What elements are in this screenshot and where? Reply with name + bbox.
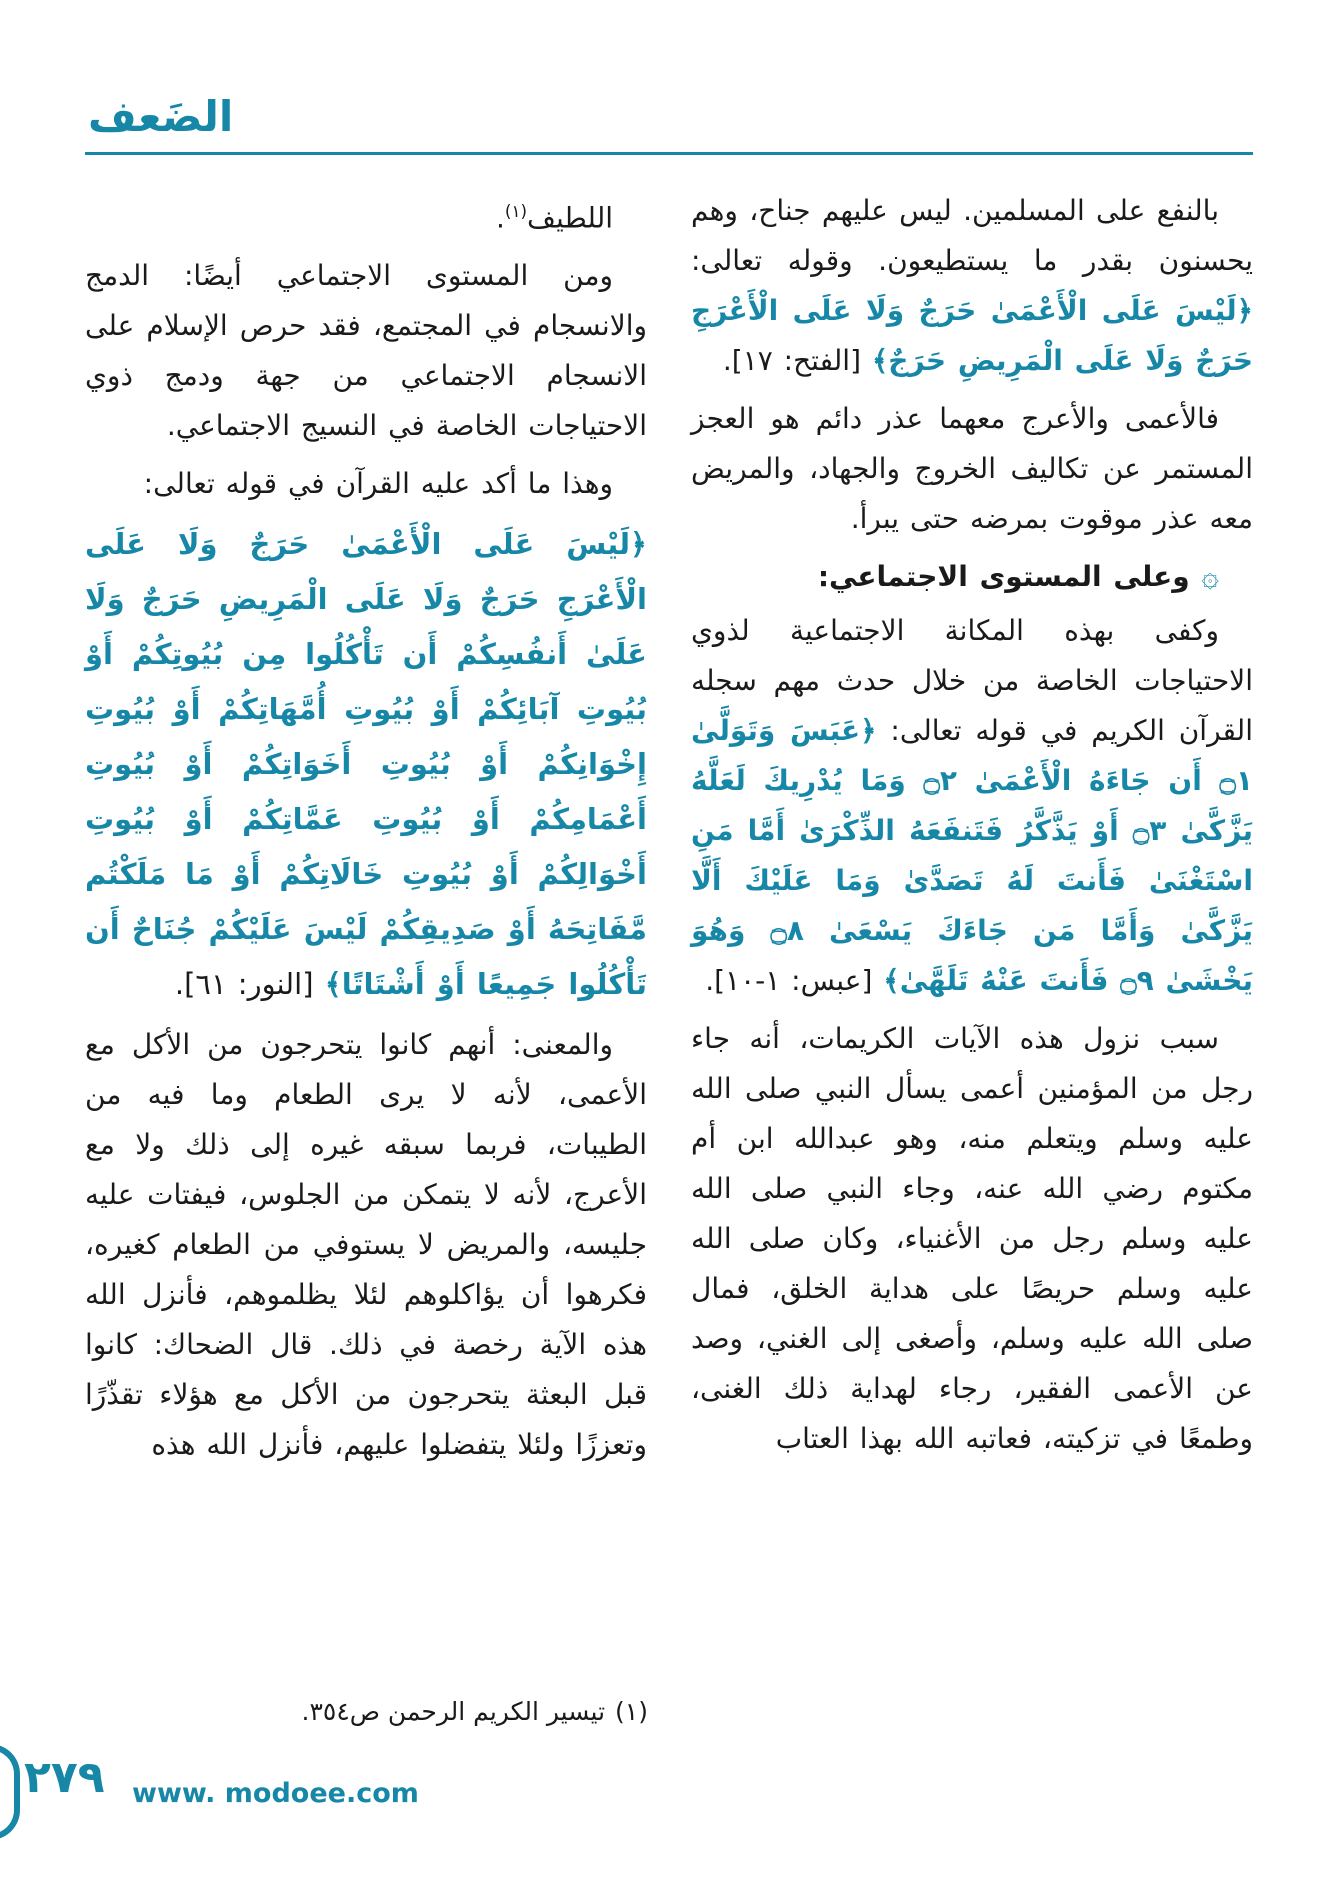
footnote-marker: (١) (615, 1697, 648, 1726)
body-text: وهذا ما أكد عليه القرآن في قوله تعالى: (143, 467, 613, 501)
footnote-text: تيسير الكريم الرحمن ص٣٥٤. (301, 1697, 606, 1726)
verse-reference: [عبس: ١-١٠]. (705, 964, 884, 997)
text-columns (85, 186, 1253, 1478)
verse-reference: [النور: ٦١]. (174, 967, 325, 1002)
section-heading (691, 552, 1253, 602)
website-text: www. modoee.com (132, 1778, 419, 1809)
body-text: سبب نزول هذه الآيات الكريمات، أنه جاء رجل من المؤمنين أعمى يسأل النبي صلى الله عليه وسلم ويتعلم منه، وهو عبدالله ابن أم مكتوم رضي الله عنه، وجاء النبي صلى الله عليه وسلم رجل من الأغنياء، وكان صلى الله عليه وسلم حريصًا على هداية الخلق، فمال صلى الله عليه وسلم، وأصغى إلى الغني، وصد عن الأعمى الفقير، رجاء لهداية ذلك الغنى، وطمعًا في تزكيته، فعاتبه الله بهذا العتاب (691, 1022, 1253, 1455)
quran-verse: ﴿عَبَسَ وَتَوَلَّىٰ ۝١ أَن جَاءَهُ الْأَعْمَىٰ ۝٢ وَمَا يُدْرِيكَ لَعَلَّهُ يَزَّكَّىٰ ۝٣ أَوْ يَذَّكَّرُ فَتَنفَعَهُ الذِّكْرَىٰ أَمَّا مَنِ اسْتَغْنَىٰ فَأَنتَ لَهُ تَصَدَّىٰ وَمَا عَلَيْكَ أَلَّا يَزَّكَّىٰ وَأَمَّا مَن جَاءَكَ يَسْعَىٰ ۝٨ وَهُوَ يَخْشَىٰ ۝٩ فَأَنتَ عَنْهُ تَلَهَّىٰ﴾ (691, 714, 1254, 997)
paragraph (85, 1020, 647, 1470)
body-text: وكفى بهذه المكانة الاجتماعية لذوي الاحتياجات الخاصة من خلال حدث مهم سجله القرآن الكريم في قوله تعالى: (691, 614, 1253, 747)
body-text: والمعنى: أنهم كانوا يتحرجون من الأكل مع الأعمى، لأنه لا يرى الطعام وما فيه من الطيبات، فربما سبقه غيره إلى ذلك ولا مع الأعرج، لأنه لا يتمكن من الجلوس، فيفتات عليه جليسه، والمريض لا يستوفي من الطعام كغيره، فكرهوا أن يؤاكلوهم لئلا يظلموهم، فأنزل الله هذه الآية رخصة في ذلك. قال الضحاك: كانوا قبل البعثة يتحرجون من الأكل مع هؤلاء تقذّرًا وتعززًا ولئلا يتفضلوا عليهم، فأنزل الله هذه (85, 1028, 647, 1462)
paragraph (691, 606, 1253, 1006)
header-rule (85, 152, 1253, 155)
page-number: ٢٧٩ (24, 1752, 105, 1803)
quran-verse: ﴿لَيْسَ عَلَى الْأَعْمَىٰ حَرَجٌ وَلَا عَلَى الْأَعْرَجِ حَرَجٌ وَلَا عَلَى الْمَرِيضِ حَرَجٌ وَلَا عَلَىٰ أَنفُسِكُمْ أَن تَأْكُلُوا مِن بُيُوتِكُمْ أَوْ بُيُوتِ آبَائِكُمْ أَوْ بُيُوتِ أُمَّهَاتِكُمْ أَوْ بُيُوتِ إِخْوَانِكُمْ أَوْ بُيُوتِ أَخَوَاتِكُمْ أَوْ بُيُوتِ أَعْمَامِكُمْ أَوْ بُيُوتِ عَمَّاتِكُمْ أَوْ بُيُوتِ أَخْوَالِكُمْ أَوْ بُيُوتِ خَالَاتِكُمْ أَوْ مَا مَلَكْتُم مَّفَاتِحَهُ أَوْ صَدِيقِكُمْ لَيْسَ عَلَيْكُمْ جُنَاحٌ أَن تَأْكُلُوا جَمِيعًا أَوْ أَشْتَاتًا﴾ (85, 527, 647, 1002)
body-text: اللطيف (527, 201, 613, 235)
body-text: فالأعمى والأعرج معهما عذر دائم هو العجز المستمر عن تكاليف الخروج والجهاد، والمريض معه عذر موقوت بمرضه حتى يبرأ. (691, 402, 1253, 535)
body-text: . (495, 201, 505, 235)
footnote (85, 1692, 648, 1732)
body-text: بالنفع على المسلمين. ليس عليهم جناح، وهم يحسنون بقدر ما يستطيعون. وقوله تعالى: (691, 194, 1253, 277)
body-text: ومن المستوى الاجتماعي أيضًا: الدمج والانسجام في المجتمع، فقد حرص الإسلام على الانسجام الاجتماعي من جهة ودمج ذوي الاحتياجات الخاصة في النسيج الاجتماعي. (85, 259, 647, 443)
quran-block (85, 517, 647, 1012)
page-title: الضَعف (88, 92, 234, 141)
paragraph (85, 251, 647, 451)
paragraph (691, 186, 1253, 386)
corner-decoration (0, 1744, 20, 1840)
verse-reference: [الفتح: ١٧]. (722, 344, 872, 377)
paragraph (85, 459, 647, 509)
paragraph (691, 1014, 1253, 1464)
heading-text: وعلى المستوى الاجتماعي: (817, 560, 1190, 593)
quran-verse: ﴿لَيْسَ عَلَى الْأَعْمَىٰ حَرَجٌ وَلَا عَلَى الْأَعْرَجِ حَرَجٌ وَلَا عَلَى الْمَرِيضِ حَرَجٌ﴾ (691, 294, 1253, 377)
column-left (85, 186, 647, 1478)
paragraph (85, 186, 647, 243)
rosette-ornament-icon: ۞ (1201, 559, 1219, 594)
column-right (691, 186, 1253, 1478)
paragraph (691, 394, 1253, 544)
footnote-reference-marker: (١) (504, 201, 528, 221)
